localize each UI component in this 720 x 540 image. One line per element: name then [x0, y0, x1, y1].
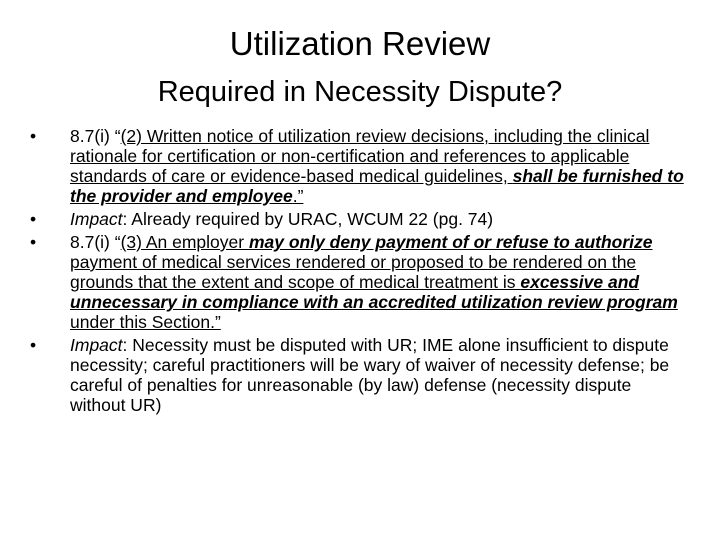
quote-text: (3) An employer — [120, 232, 249, 252]
section-ref: 8.7(i) “ — [70, 126, 121, 146]
quote-text: payment of medical services rendered or proposed to be rendered on the grounds that the extent and scope of medical treatment is — [70, 252, 637, 292]
section-ref: 8.7(i) “ — [70, 232, 121, 252]
impact-text: : Already required by URAC, WCUM 22 (pg. 74) — [122, 209, 494, 229]
page-title — [0, 22, 720, 114]
bullet-item-4 — [30, 335, 685, 415]
quote-end: under this Section.” — [70, 312, 221, 332]
bullet-item-2 — [30, 209, 685, 229]
quote-end: .” — [292, 186, 304, 206]
bullet-item-3 — [30, 232, 685, 332]
quote-emphasis: excessive and unnecessary in compliance with an accredited utilization review program — [70, 272, 678, 312]
impact-text: : Necessity must be disputed with UR; IME alone insufficient to dispute necessity; careful practitioners will be wary of waiver of necessity defense; be careful of penalties for unreasonable (by law) defense (necessity dispute without UR) — [70, 335, 670, 415]
bullet-item-1 — [30, 126, 685, 206]
bullet-icon: • — [30, 335, 37, 355]
title-line-1: Utilization Review — [229, 25, 491, 62]
quote-emphasis: may only deny payment of or refuse to authorize — [248, 232, 653, 252]
quote-emphasis: shall be furnished to the provider and employee — [70, 166, 684, 206]
bullet-icon: • — [30, 232, 37, 252]
bullet-icon: • — [30, 209, 37, 229]
bullet-icon: • — [30, 126, 37, 146]
quote-text: (2) Written notice of utilization review decisions, including the clinical rationale for certification or non-certification and references to applicable standards of care or evidence-based medical guidelines, — [70, 126, 650, 186]
bullet-list — [30, 126, 685, 418]
title-line-2: Required in Necessity Dispute? — [157, 76, 563, 108]
impact-label: Impact — [70, 209, 123, 229]
impact-label: Impact — [70, 335, 123, 355]
